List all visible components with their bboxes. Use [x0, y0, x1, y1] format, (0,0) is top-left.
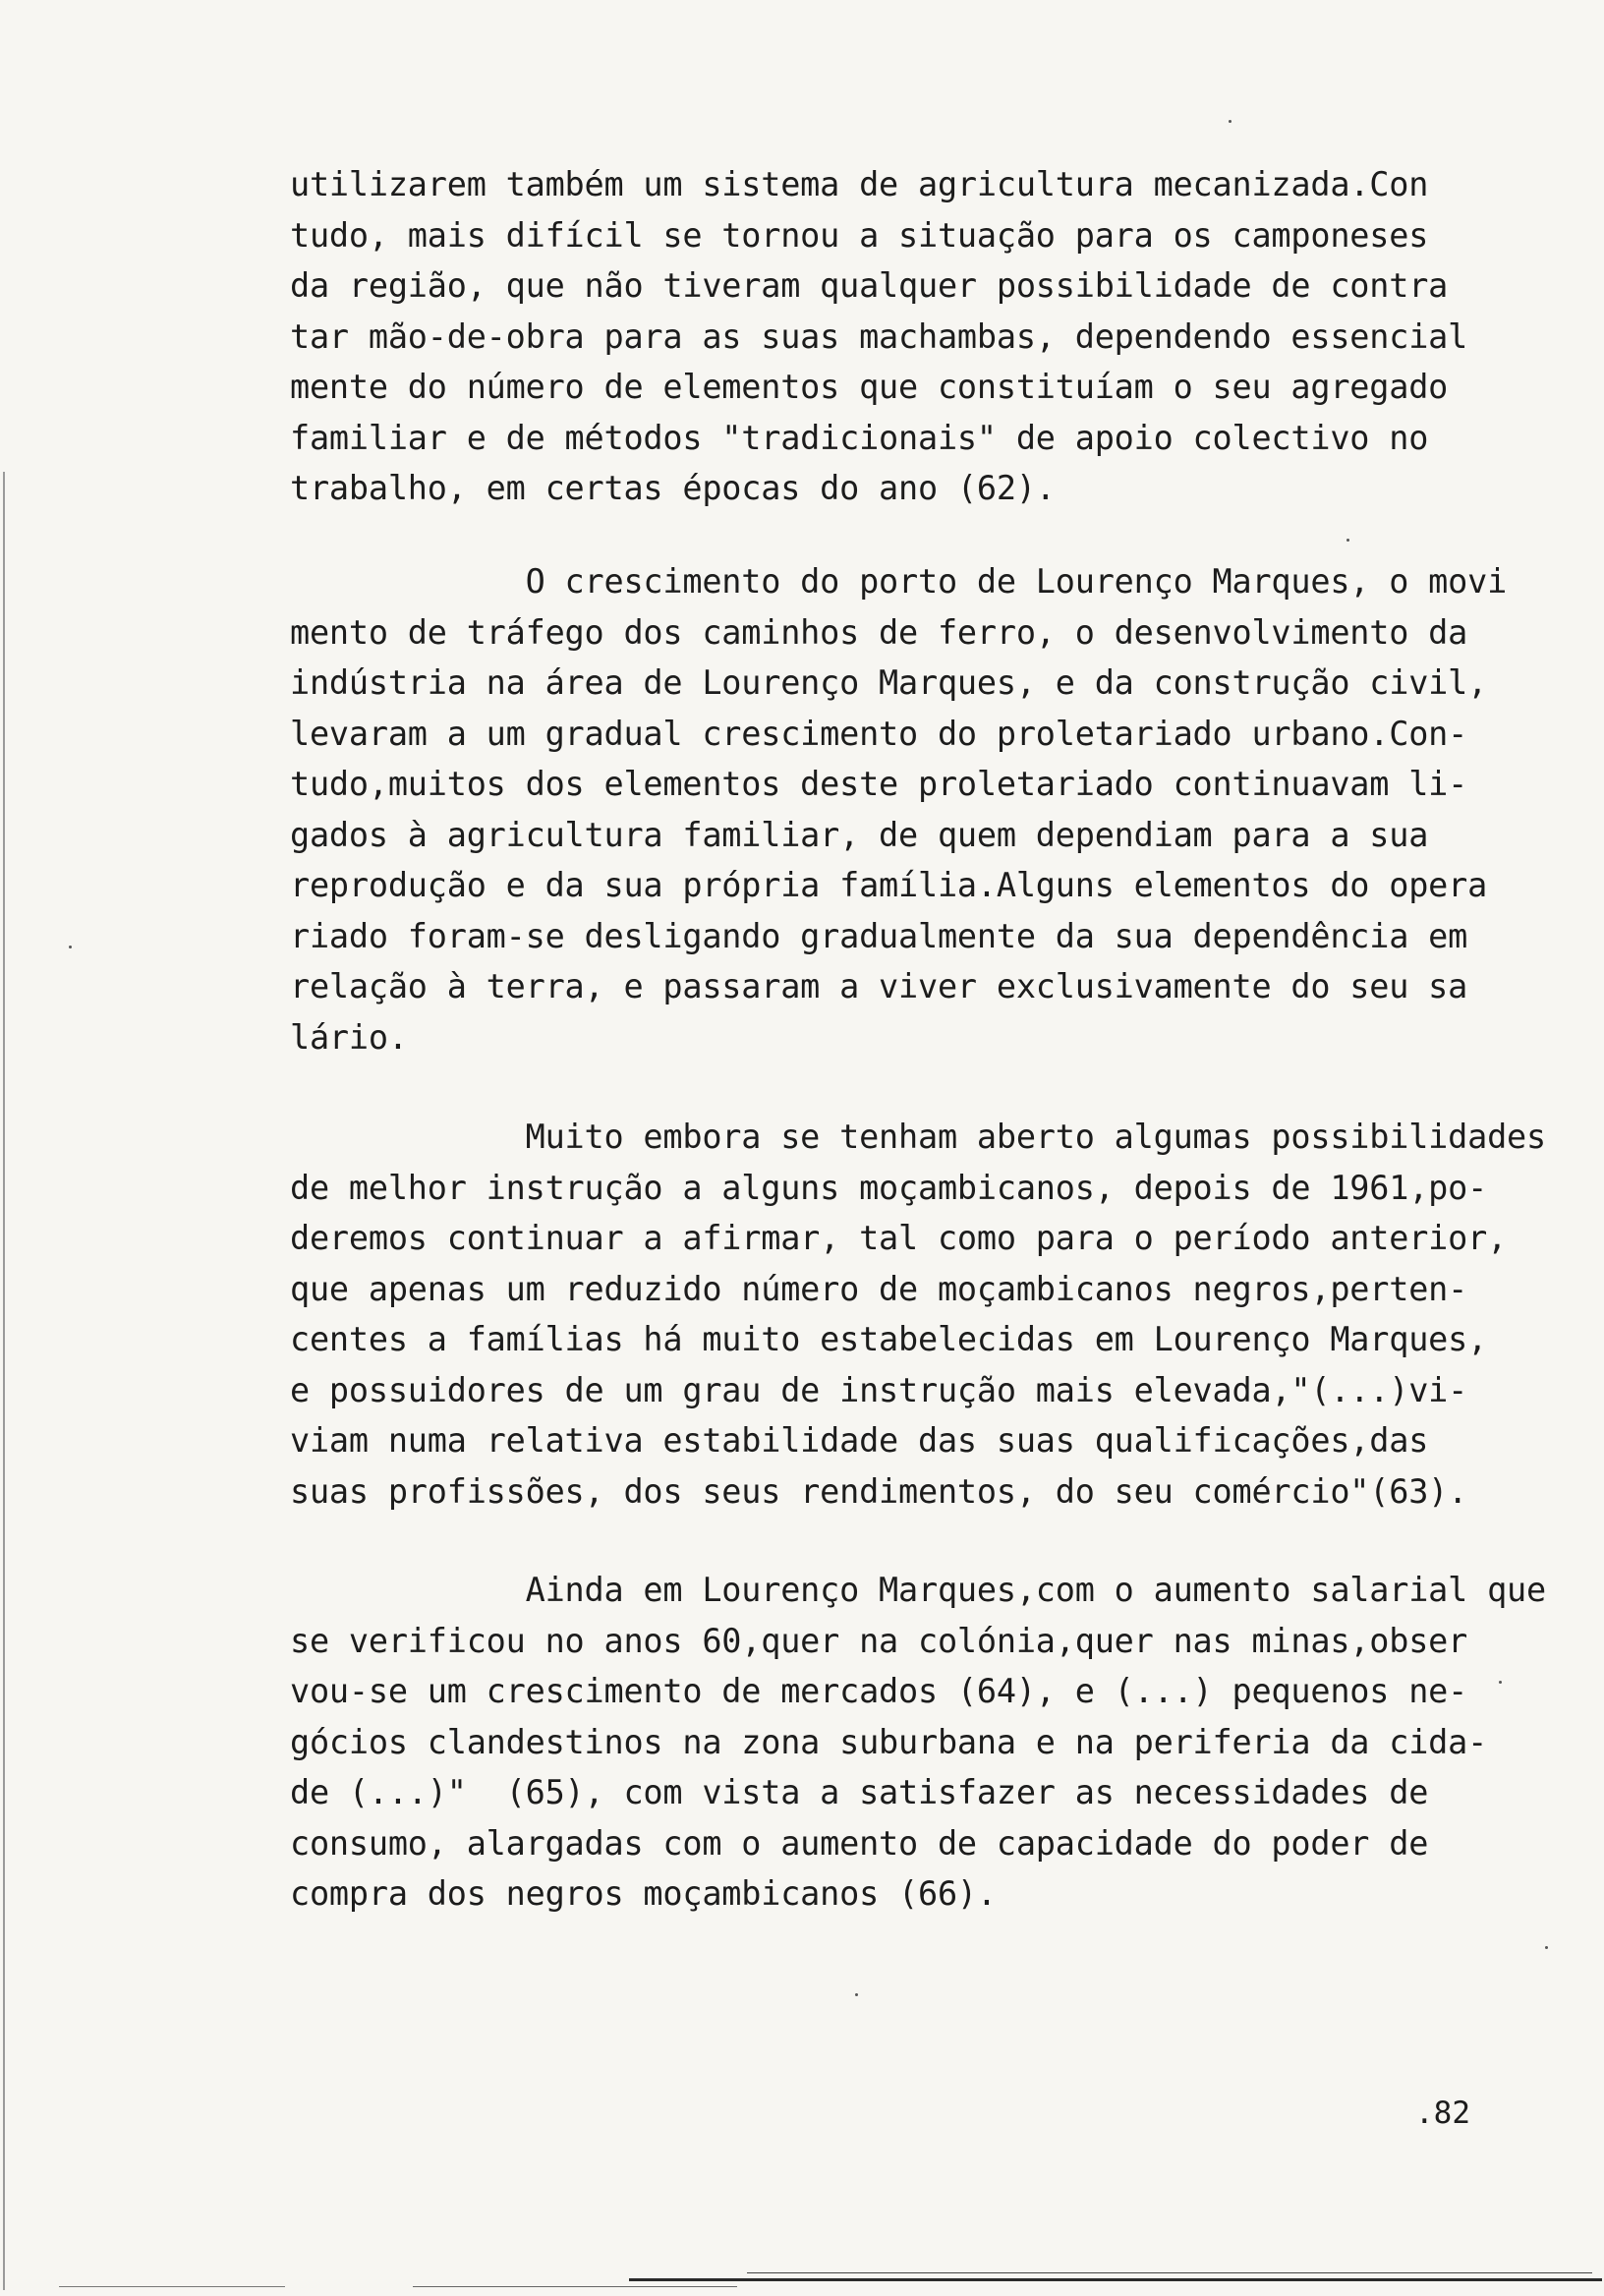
paragraph-2 — [290, 556, 1558, 1062]
paragraph-4 — [290, 1565, 1558, 1920]
scan-artifact-line — [629, 2278, 1602, 2281]
text-line: centes a famílias há muito estabelecidas em Lourenço Marques, — [290, 1320, 1488, 1358]
text-line: de (...)" (65), com vista a satisfazer as necessidades de — [290, 1773, 1429, 1811]
text-line: reprodução e da sua própria família.Alguns elementos do opera — [290, 866, 1488, 904]
text-line: mente do número de elementos que constituíam o seu agregado — [290, 368, 1449, 406]
text-line: compra dos negros moçambicanos (66). — [290, 1874, 997, 1913]
text-line: gados à agricultura familiar, de quem dependiam para a sua — [290, 815, 1429, 854]
text-line: vou-se um crescimento de mercados (64), e (...) pequenos ne- — [290, 1672, 1468, 1710]
text-line: da região, que não tiveram qualquer possibilidade de contra — [290, 266, 1449, 305]
scan-speck — [1346, 539, 1349, 542]
text-line: lário. — [290, 1017, 408, 1057]
scan-speck — [855, 1993, 858, 1996]
page-number: .82 — [1415, 2095, 1470, 2131]
text-line: riado foram-se desligando gradualmente da sua dependência em — [290, 916, 1468, 955]
text-line: familiar e de métodos "tradicionais" de apoio colectivo no — [290, 418, 1429, 457]
text-line: tar mão-de-obra para as suas machambas, dependendo essencial — [290, 316, 1468, 356]
scan-artifact-line — [747, 2272, 1592, 2273]
text-line: e possuidores de um grau de instrução mais elevada,"(...)vi- — [290, 1370, 1468, 1409]
text-line: suas profissões, dos seus rendimentos, do seu comércio"(63). — [290, 1471, 1468, 1511]
scan-artifact-line — [59, 2286, 285, 2287]
text-line: se verificou no anos 60,quer na colónia,quer nas minas,obser — [290, 1621, 1468, 1660]
text-line: levaram a um gradual crescimento do proletariado urbano.Con- — [290, 714, 1468, 753]
scan-edge-line — [3, 472, 5, 2290]
text-line: utilizarem também um sistema de agricultura mecanizada.Con — [290, 165, 1429, 203]
text-line: gócios clandestinos na zona suburbana e na periferia da cida- — [290, 1722, 1488, 1761]
scan-artifact-line — [413, 2286, 737, 2287]
text-line: deremos continuar a afirmar, tal como para o período anterior, — [290, 1219, 1508, 1257]
text-line: indústria na área de Lourenço Marques, e da construção civil, — [290, 663, 1488, 702]
scan-speck — [69, 946, 72, 948]
text-line: de melhor instrução a alguns moçambicanos, depois de 1961,po- — [290, 1168, 1488, 1207]
text-line: mento de tráfego dos caminhos de ferro, o desenvolvimento da — [290, 612, 1468, 652]
text-line: consumo, alargadas com o aumento de capacidade do poder de — [290, 1823, 1429, 1863]
paragraph-1 — [290, 159, 1558, 514]
text-line: tudo,muitos dos elementos deste proletariado continuavam li- — [290, 765, 1468, 803]
text-line: viam numa relativa estabilidade das suas qualificações,das — [290, 1421, 1429, 1460]
scan-speck — [1499, 1681, 1502, 1684]
paragraph-3 — [290, 1112, 1558, 1517]
text-line: O crescimento do porto de Lourenço Marques, o movi — [290, 562, 1508, 601]
text-line: relação à terra, e passaram a viver exclusivamente do seu sa — [290, 967, 1468, 1005]
text-line: Muito embora se tenham aberto algumas possibilidades — [290, 1118, 1546, 1156]
text-line: que apenas um reduzido número de moçambicanos negros,perten- — [290, 1269, 1468, 1308]
text-line: tudo, mais difícil se tornou a situação para os camponeses — [290, 215, 1429, 255]
text-line: trabalho, em certas épocas do ano (62). — [290, 469, 1056, 507]
text-line: Ainda em Lourenço Marques,com o aumento salarial que — [290, 1571, 1546, 1609]
scan-speck — [1545, 1946, 1548, 1949]
scan-speck — [1229, 120, 1232, 123]
